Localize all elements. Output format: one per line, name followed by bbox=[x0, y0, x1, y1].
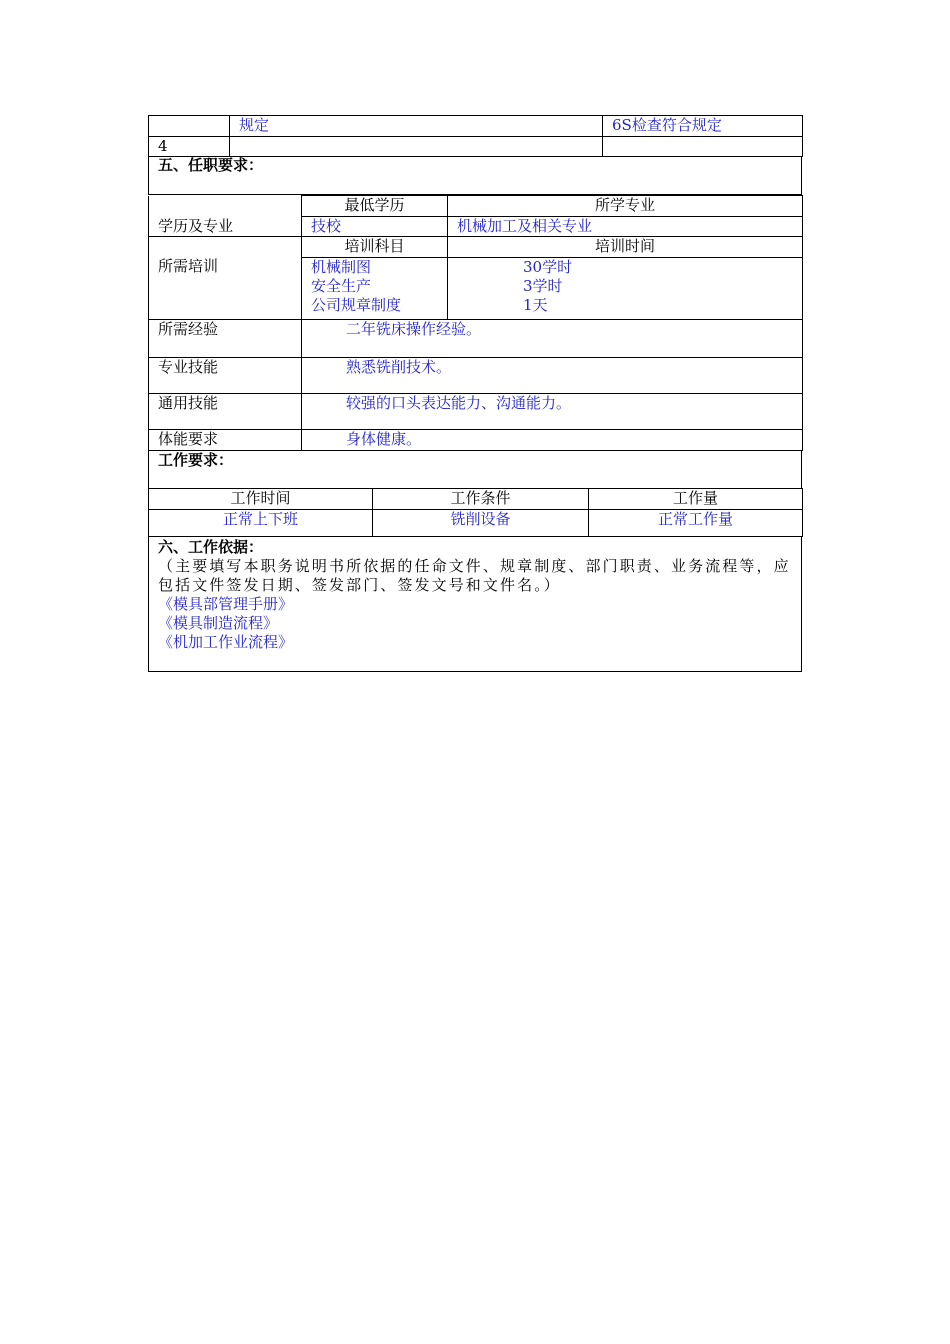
work-time-value: 正常上下班 bbox=[149, 510, 373, 537]
training-time: 30学时 bbox=[523, 258, 573, 276]
work-time-header: 工作时间 bbox=[149, 489, 373, 510]
training-label: 所需培训 bbox=[149, 237, 302, 320]
training-subject: 机械制图 bbox=[311, 258, 372, 276]
section6-box bbox=[148, 536, 802, 672]
section5-title-box bbox=[148, 156, 802, 195]
work-condition-value: 铣削设备 bbox=[373, 510, 589, 537]
cell-empty bbox=[149, 116, 230, 137]
pro-skill-value: 熟悉铣削技术。 bbox=[302, 358, 803, 394]
training-subject-header: 培训科目 bbox=[302, 237, 448, 258]
top-table bbox=[148, 115, 803, 157]
experience-value: 二年铣床操作经验。 bbox=[302, 320, 803, 358]
cell-empty bbox=[603, 137, 803, 157]
gen-skill-value: 较强的口头表达能力、沟通能力。 bbox=[302, 394, 803, 430]
training-subjects bbox=[302, 258, 448, 320]
work-req-title: 工作要求： bbox=[158, 451, 234, 469]
min-education-value: 技校 bbox=[302, 217, 448, 237]
cell-empty bbox=[230, 137, 603, 157]
experience-label: 所需经验 bbox=[149, 320, 302, 358]
basis-document: 《机加工作业流程》 bbox=[158, 633, 294, 651]
work-req-table bbox=[148, 488, 803, 537]
min-education-header: 最低学历 bbox=[302, 196, 448, 217]
training-subject: 公司规章制度 bbox=[311, 296, 402, 314]
training-time: 3学时 bbox=[523, 277, 563, 295]
workload-header: 工作量 bbox=[589, 489, 803, 510]
basis-document: 《模具制造流程》 bbox=[158, 614, 279, 632]
section6-note: （主要填写本职务说明书所依据的任命文件、规章制度、部门职责、业务流程等，应包括文件签发日期、签发部门、签发文号和文件名。） bbox=[158, 557, 791, 594]
physical-value: 身体健康。 bbox=[302, 430, 803, 451]
training-times bbox=[448, 258, 803, 320]
physical-label: 体能要求 bbox=[149, 430, 302, 451]
6s-check-cell: 6S检查符合规定 bbox=[603, 116, 803, 137]
section5-title: 五、任职要求： bbox=[158, 156, 264, 174]
basis-document: 《模具部管理手册》 bbox=[158, 595, 294, 613]
pro-skill-label: 专业技能 bbox=[149, 358, 302, 394]
work-condition-header: 工作条件 bbox=[373, 489, 589, 510]
training-time: 1天 bbox=[523, 296, 548, 314]
workload-value: 正常工作量 bbox=[589, 510, 803, 537]
row-number: 4 bbox=[149, 137, 230, 157]
section6-title: 六、工作依据： bbox=[158, 538, 264, 556]
work-req-title-box bbox=[148, 451, 802, 489]
education-label: 学历及专业 bbox=[149, 196, 302, 237]
rule-cell: 规定 bbox=[230, 116, 603, 137]
gen-skill-label: 通用技能 bbox=[149, 394, 302, 430]
training-time-header: 培训时间 bbox=[448, 237, 803, 258]
major-header: 所学专业 bbox=[448, 196, 803, 217]
training-subject: 安全生产 bbox=[311, 277, 372, 295]
major-value: 机械加工及相关专业 bbox=[448, 217, 803, 237]
requirements-table bbox=[148, 195, 803, 451]
